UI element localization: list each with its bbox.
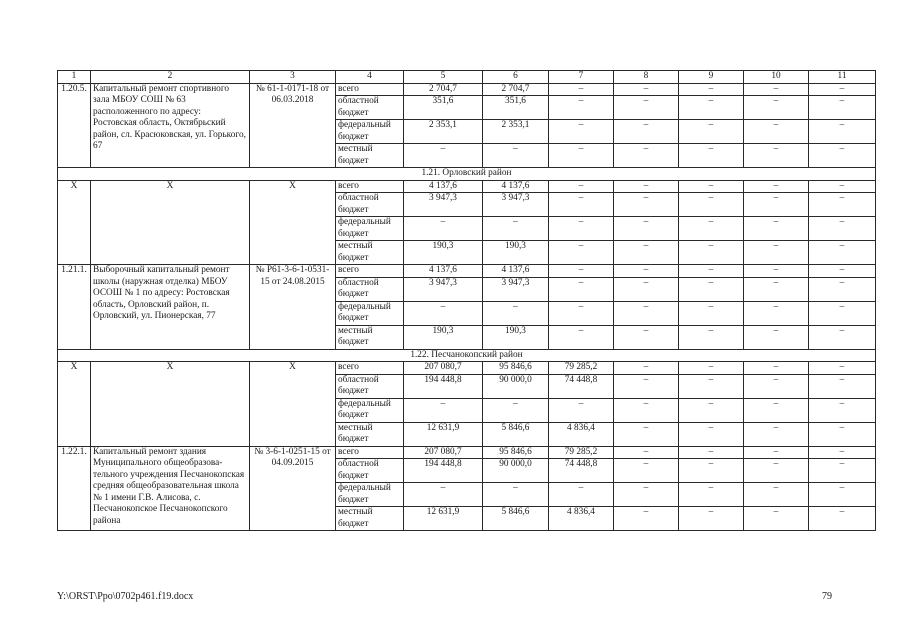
amount-cell: – — [614, 459, 679, 483]
funding-source: федеральный бюджет — [336, 483, 404, 507]
item-description: Выборочный капитальный ремонт школы (наружная отделка) МБОУ ОСОШ № 1 по адресу: Ростовская область, Орловский район, п. Орловский, ул. Пионерская, 77 — [91, 265, 250, 350]
amount-cell: 2 353,1 — [483, 120, 549, 144]
amount-cell: – — [679, 180, 744, 193]
amount-cell: – — [404, 398, 483, 422]
amount-cell: 3 947,3 — [483, 193, 549, 217]
amount-cell: – — [483, 144, 549, 168]
header-row — [58, 71, 876, 84]
amount-cell: 4 836,4 — [549, 422, 614, 446]
column-number-5: 5 — [404, 71, 483, 84]
column-number-6: 6 — [483, 71, 549, 84]
amount-cell: – — [809, 241, 876, 265]
amount-cell: – — [404, 217, 483, 241]
column-number-10: 10 — [744, 71, 809, 84]
funding-source: областной бюджет — [336, 374, 404, 398]
amount-cell: – — [679, 217, 744, 241]
page-number: 79 — [822, 591, 832, 602]
amount-cell: – — [679, 446, 744, 459]
amount-cell: – — [483, 217, 549, 241]
amount-cell: – — [549, 83, 614, 96]
item-description: Х — [91, 362, 250, 447]
amount-cell: – — [744, 446, 809, 459]
amount-cell: 79 285,2 — [549, 446, 614, 459]
amount-cell: – — [404, 483, 483, 507]
amount-cell: – — [744, 507, 809, 531]
funding-source: местный бюджет — [336, 422, 404, 446]
amount-cell: – — [614, 422, 679, 446]
amount-cell: – — [679, 96, 744, 120]
amount-cell: – — [744, 180, 809, 193]
amount-cell: – — [809, 422, 876, 446]
item-number: Х — [58, 180, 91, 265]
amount-cell: 5 846,6 — [483, 507, 549, 531]
amount-cell: – — [549, 120, 614, 144]
amount-cell: – — [809, 277, 876, 301]
amount-cell: – — [404, 301, 483, 325]
amount-cell: – — [744, 120, 809, 144]
amount-cell: 5 846,6 — [483, 422, 549, 446]
amount-cell: – — [549, 96, 614, 120]
section-title: 1.21. Орловский район — [58, 168, 876, 181]
amount-cell: – — [483, 301, 549, 325]
amount-cell: 207 080,7 — [404, 362, 483, 375]
column-number-9: 9 — [679, 71, 744, 84]
amount-cell: – — [809, 362, 876, 375]
item-number: Х — [58, 362, 91, 447]
amount-cell: – — [549, 398, 614, 422]
column-number-4: 4 — [336, 71, 404, 84]
amount-cell: 190,3 — [483, 241, 549, 265]
amount-cell: – — [679, 120, 744, 144]
funding-source: местный бюджет — [336, 241, 404, 265]
amount-cell: – — [809, 180, 876, 193]
item-description: Х — [91, 180, 250, 265]
amount-cell: 74 448,8 — [549, 459, 614, 483]
amount-cell: 4 137,6 — [483, 180, 549, 193]
amount-cell: – — [549, 144, 614, 168]
amount-cell: 2 353,1 — [404, 120, 483, 144]
section-row — [58, 349, 876, 362]
amount-cell: – — [679, 374, 744, 398]
amount-cell: – — [614, 277, 679, 301]
amount-cell: – — [744, 193, 809, 217]
amount-cell: – — [679, 483, 744, 507]
amount-cell: 79 285,2 — [549, 362, 614, 375]
amount-cell: 74 448,8 — [549, 374, 614, 398]
amount-cell: 95 846,6 — [483, 446, 549, 459]
amount-cell: – — [744, 374, 809, 398]
amount-cell: 194 448,8 — [404, 459, 483, 483]
funding-source: местный бюджет — [336, 507, 404, 531]
item-number: 1.22.1. — [58, 446, 91, 531]
amount-cell: – — [809, 507, 876, 531]
table-row — [58, 83, 876, 96]
amount-cell: – — [744, 422, 809, 446]
amount-cell: – — [744, 459, 809, 483]
amount-cell: – — [679, 193, 744, 217]
amount-cell: – — [679, 144, 744, 168]
amount-cell: 2 704,7 — [483, 83, 549, 96]
item-document: № 3-6-1-0251-15 от 04.09.2015 — [250, 446, 336, 531]
funding-source: областной бюджет — [336, 459, 404, 483]
funding-source: всего — [336, 180, 404, 193]
column-number-7: 7 — [549, 71, 614, 84]
funding-source: всего — [336, 265, 404, 278]
amount-cell: – — [744, 96, 809, 120]
funding-source: всего — [336, 83, 404, 96]
amount-cell: – — [679, 507, 744, 531]
funding-source: областной бюджет — [336, 96, 404, 120]
amount-cell: – — [679, 265, 744, 278]
amount-cell: – — [809, 483, 876, 507]
amount-cell: 3 947,3 — [404, 193, 483, 217]
amount-cell: – — [679, 362, 744, 375]
column-number-11: 11 — [809, 71, 876, 84]
amount-cell: – — [809, 446, 876, 459]
amount-cell: – — [744, 217, 809, 241]
funding-source: областной бюджет — [336, 277, 404, 301]
amount-cell: – — [809, 374, 876, 398]
item-document: № 61-1-0171-18 от 06.03.2018 — [250, 83, 336, 168]
amount-cell: – — [744, 362, 809, 375]
item-document: Х — [250, 180, 336, 265]
amount-cell: – — [809, 217, 876, 241]
item-number: 1.21.1. — [58, 265, 91, 350]
amount-cell: – — [679, 459, 744, 483]
amount-cell: – — [614, 241, 679, 265]
amount-cell: 190,3 — [404, 325, 483, 349]
item-document: Х — [250, 362, 336, 447]
amount-cell: – — [614, 507, 679, 531]
budget-table — [57, 70, 876, 531]
amount-cell: – — [614, 483, 679, 507]
amount-cell: – — [549, 193, 614, 217]
amount-cell: 194 448,8 — [404, 374, 483, 398]
amount-cell: 4 137,6 — [404, 180, 483, 193]
table-row — [58, 362, 876, 375]
funding-source: местный бюджет — [336, 144, 404, 168]
funding-source: всего — [336, 362, 404, 375]
amount-cell: – — [809, 301, 876, 325]
amount-cell: 12 631,9 — [404, 422, 483, 446]
amount-cell: – — [614, 374, 679, 398]
amount-cell: – — [483, 483, 549, 507]
amount-cell: – — [549, 180, 614, 193]
amount-cell: – — [614, 398, 679, 422]
item-description: Капитальный ремонт спортивного зала МБОУ СОШ № 63 расположенного по адресу: Ростовская область, Октябрьский район, сл. Красюковская, ул. Горького, 67 — [91, 83, 250, 168]
amount-cell: – — [744, 325, 809, 349]
funding-source: федеральный бюджет — [336, 398, 404, 422]
amount-cell: 4 137,6 — [404, 265, 483, 278]
amount-cell: – — [679, 241, 744, 265]
amount-cell: – — [614, 96, 679, 120]
amount-cell: – — [614, 265, 679, 278]
amount-cell: 207 080,7 — [404, 446, 483, 459]
amount-cell: – — [549, 301, 614, 325]
section-title: 1.22. Песчанокопский район — [58, 349, 876, 362]
amount-cell: 351,6 — [483, 96, 549, 120]
amount-cell: – — [614, 301, 679, 325]
column-number-3: 3 — [250, 71, 336, 84]
amount-cell: – — [614, 193, 679, 217]
funding-source: федеральный бюджет — [336, 217, 404, 241]
amount-cell: – — [809, 120, 876, 144]
amount-cell: 190,3 — [404, 241, 483, 265]
amount-cell: – — [744, 83, 809, 96]
funding-source: областной бюджет — [336, 193, 404, 217]
amount-cell: – — [809, 459, 876, 483]
amount-cell: – — [679, 301, 744, 325]
file-path: Y:\ORST\Ppo\0702p461.f19.docx — [57, 591, 194, 602]
amount-cell: – — [614, 446, 679, 459]
funding-source: местный бюджет — [336, 325, 404, 349]
amount-cell: 190,3 — [483, 325, 549, 349]
amount-cell: – — [679, 422, 744, 446]
item-number: 1.20.5. — [58, 83, 91, 168]
amount-cell: – — [744, 483, 809, 507]
amount-cell: – — [679, 398, 744, 422]
section-row — [58, 168, 876, 181]
item-description: Капитальный ремонт здания Муниципального общеобразова-тельного учреждения Песчанокопская средняя общеобразовательная школа № 1 имени Г.В. Алисова, с. Песчанокопское Песчанокопского района — [91, 446, 250, 531]
column-number-1: 1 — [58, 71, 91, 84]
amount-cell: – — [809, 83, 876, 96]
table-row — [58, 180, 876, 193]
amount-cell: – — [614, 144, 679, 168]
table-row — [58, 265, 876, 278]
amount-cell: 90 000,0 — [483, 374, 549, 398]
amount-cell: – — [614, 325, 679, 349]
amount-cell: 351,6 — [404, 96, 483, 120]
amount-cell: – — [549, 483, 614, 507]
amount-cell: – — [549, 265, 614, 278]
funding-source: всего — [336, 446, 404, 459]
amount-cell: 3 947,3 — [404, 277, 483, 301]
item-document: № Р61-3-6-1-0531-15 от 24.08.2015 — [250, 265, 336, 350]
amount-cell: – — [679, 83, 744, 96]
amount-cell: – — [614, 180, 679, 193]
amount-cell: – — [744, 301, 809, 325]
amount-cell: – — [744, 265, 809, 278]
amount-cell: – — [549, 277, 614, 301]
amount-cell: – — [404, 144, 483, 168]
amount-cell: – — [614, 120, 679, 144]
amount-cell: 95 846,6 — [483, 362, 549, 375]
amount-cell: – — [809, 265, 876, 278]
amount-cell: 4 836,4 — [549, 507, 614, 531]
column-number-8: 8 — [614, 71, 679, 84]
amount-cell: – — [809, 96, 876, 120]
amount-cell: 90 000,0 — [483, 459, 549, 483]
amount-cell: 12 631,9 — [404, 507, 483, 531]
amount-cell: – — [809, 144, 876, 168]
amount-cell: – — [809, 398, 876, 422]
amount-cell: – — [679, 325, 744, 349]
amount-cell: – — [614, 217, 679, 241]
amount-cell: 3 947,3 — [483, 277, 549, 301]
amount-cell: – — [549, 217, 614, 241]
funding-source: федеральный бюджет — [336, 120, 404, 144]
amount-cell: – — [744, 277, 809, 301]
amount-cell: – — [809, 325, 876, 349]
amount-cell: – — [809, 193, 876, 217]
amount-cell: – — [614, 83, 679, 96]
amount-cell: – — [614, 362, 679, 375]
amount-cell: – — [744, 398, 809, 422]
amount-cell: – — [744, 241, 809, 265]
amount-cell: 4 137,6 — [483, 265, 549, 278]
amount-cell: – — [679, 277, 744, 301]
table-body — [58, 71, 876, 531]
amount-cell: – — [549, 325, 614, 349]
table-row — [58, 446, 876, 459]
amount-cell: – — [549, 241, 614, 265]
column-number-2: 2 — [91, 71, 250, 84]
amount-cell: – — [744, 144, 809, 168]
funding-source: федеральный бюджет — [336, 301, 404, 325]
amount-cell: 2 704,7 — [404, 83, 483, 96]
amount-cell: – — [483, 398, 549, 422]
